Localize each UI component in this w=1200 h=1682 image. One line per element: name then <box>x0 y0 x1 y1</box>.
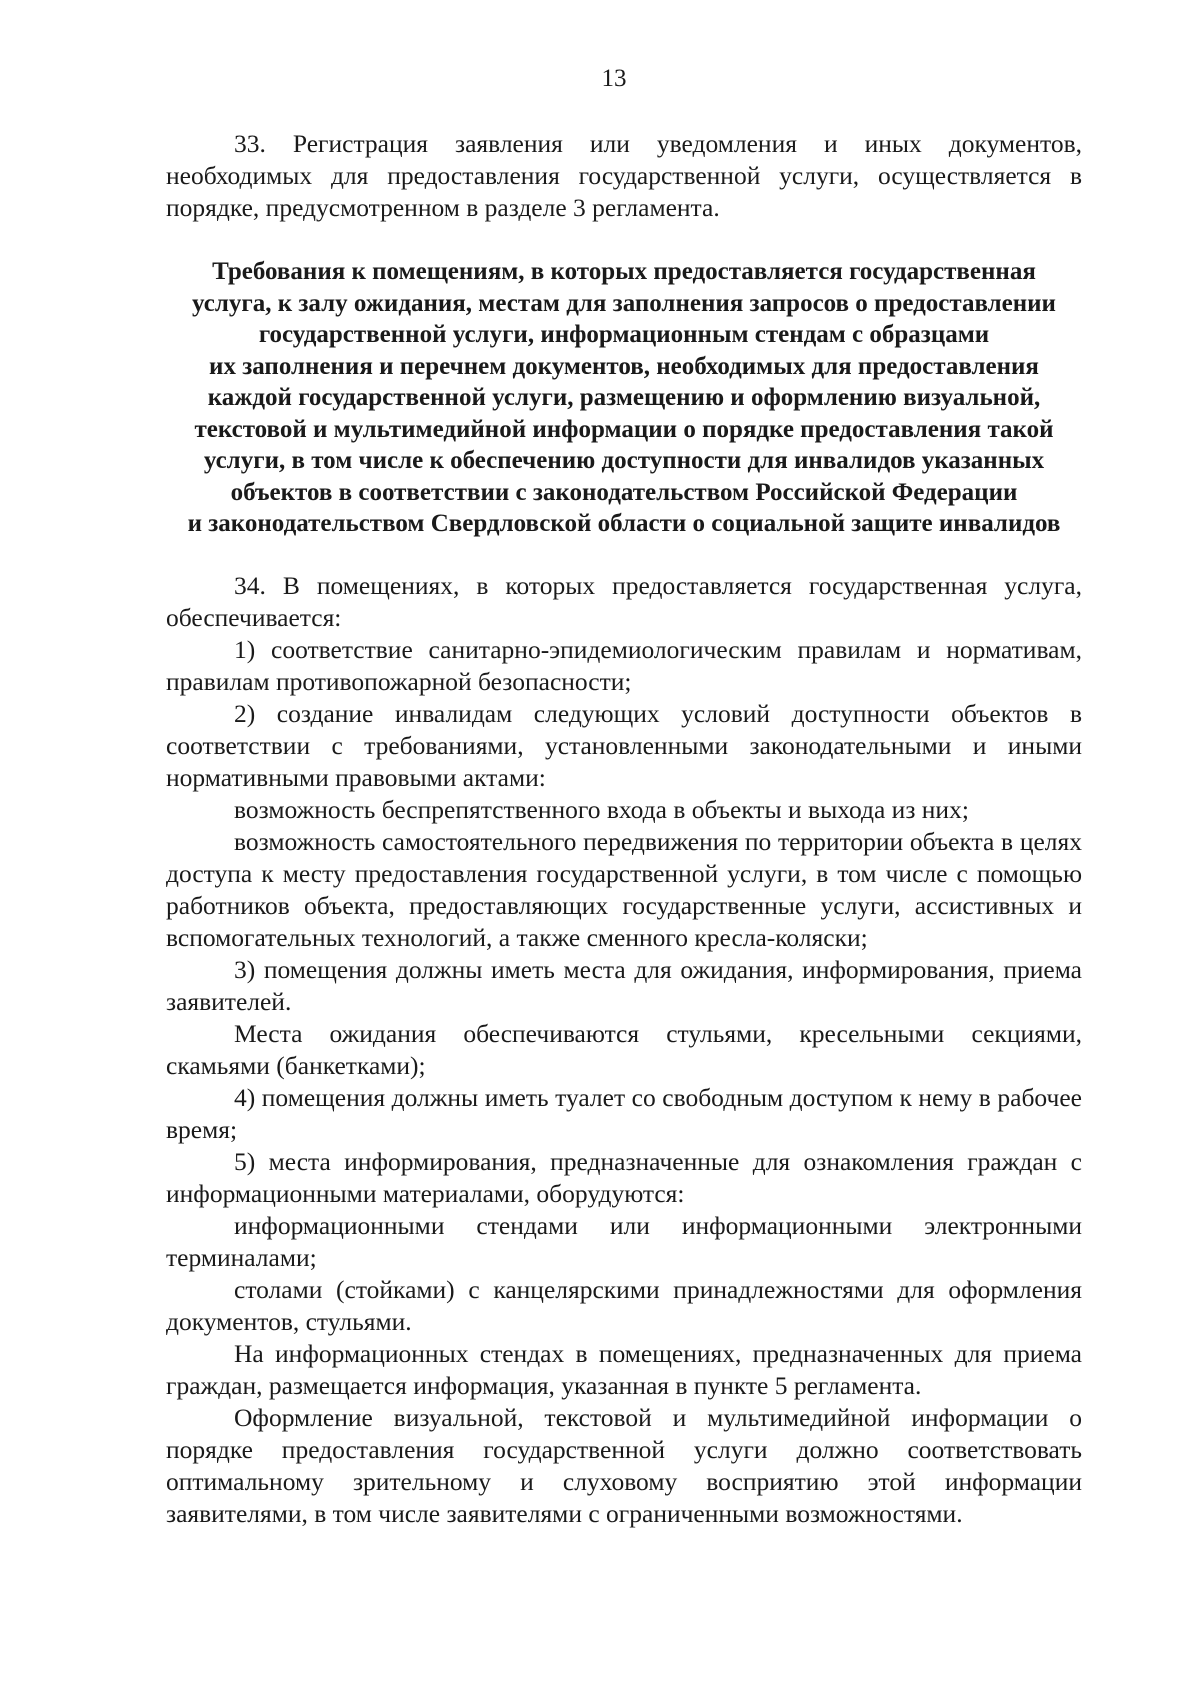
paragraph-33: 33. Регистрация заявления или уведомления и иных документов, необходимых для предоставления государственной услуги, осуществляется в порядке, предусмотренном в разделе 3 регламента. <box>166 129 1082 222</box>
heading-line: каждой государственной услуги, размещению и оформлению визуальной, <box>207 384 1041 411</box>
paragraph-tables: столами (стойками) с канцелярскими принадлежностями для оформления документов, стульями. <box>166 1274 1082 1336</box>
paragraph-waiting-places: Места ожидания обеспечиваются стульями, кресельными секциями, скамьями (банкетками); <box>166 1018 1082 1080</box>
paragraph-item-1: 1) соответствие санитарно-эпидемиологическим правилам и нормативам, правилам противопожарной безопасности; <box>166 634 1082 696</box>
paragraph-34: 34. В помещениях, в которых предоставляется государственная услуга, обеспечивается: <box>166 570 1082 632</box>
heading-line: государственной услуги, информационным стендам с образцами <box>258 321 990 348</box>
paragraph-movement: возможность самостоятельного передвижения по территории объекта в целях доступа к месту предоставления государственной услуги, в том числе с помощью работников объекта, предоставляющих государственные услуги, ассистивных и вспомогательных технологий, а также сменного кресла-коляски; <box>166 826 1082 952</box>
paragraph-item-3: 3) помещения должны иметь места для ожидания, информирования, приема заявителей. <box>166 954 1082 1016</box>
document-body <box>166 128 1082 1530</box>
paragraph-entry-access: возможность беспрепятственного входа в объекты и выхода из них; <box>234 794 969 824</box>
heading-line: услуга, к залу ожидания, местам для заполнения запросов о предоставлении <box>192 289 1056 317</box>
heading-line: Требования к помещениям, в которых предоставляется государственная <box>212 258 1036 285</box>
paragraph-stands: информационными стендами или информационными электронными терминалами; <box>166 1210 1082 1272</box>
heading-line: услуги, в том числе к обеспечению доступности для инвалидов указанных <box>203 447 1045 474</box>
page-number: 13 <box>601 65 627 92</box>
section-heading <box>166 256 1082 540</box>
paragraph-item-4: 4) помещения должны иметь туалет со свободным доступом к нему в рабочее время; <box>166 1082 1082 1144</box>
paragraph-info-stands: На информационных стендах в помещениях, предназначенных для приема граждан, размещается информация, указанная в пункте 5 регламента. <box>166 1338 1082 1400</box>
heading-line: и законодательством Свердловской области о социальной защите инвалидов <box>187 510 1061 537</box>
heading-line: текстовой и мультимедийной информации о порядке предоставления такой <box>194 415 1054 443</box>
heading-line: их заполнения и перечнем документов, необходимых для предоставления <box>209 352 1039 380</box>
paragraph-design: Оформление визуальной, текстовой и мультимедийной информации о порядке предоставления государственной услуги должно соответствовать оптимальному зрительному и слуховому восприятию этой информации заявителями, в том числе заявителями с ограниченными возможностями. <box>166 1402 1082 1528</box>
paragraph-item-5: 5) места информирования, предназначенные для ознакомления граждан с информационными материалами, оборудуются: <box>166 1146 1082 1208</box>
paragraph-item-2: 2) создание инвалидам следующих условий доступности объектов в соответствии с требованиями, установленными законодательными и иными нормативными правовыми актами: <box>166 698 1082 792</box>
heading-line: объектов в соответствии с законодательством Российской Федерации <box>230 478 1018 506</box>
